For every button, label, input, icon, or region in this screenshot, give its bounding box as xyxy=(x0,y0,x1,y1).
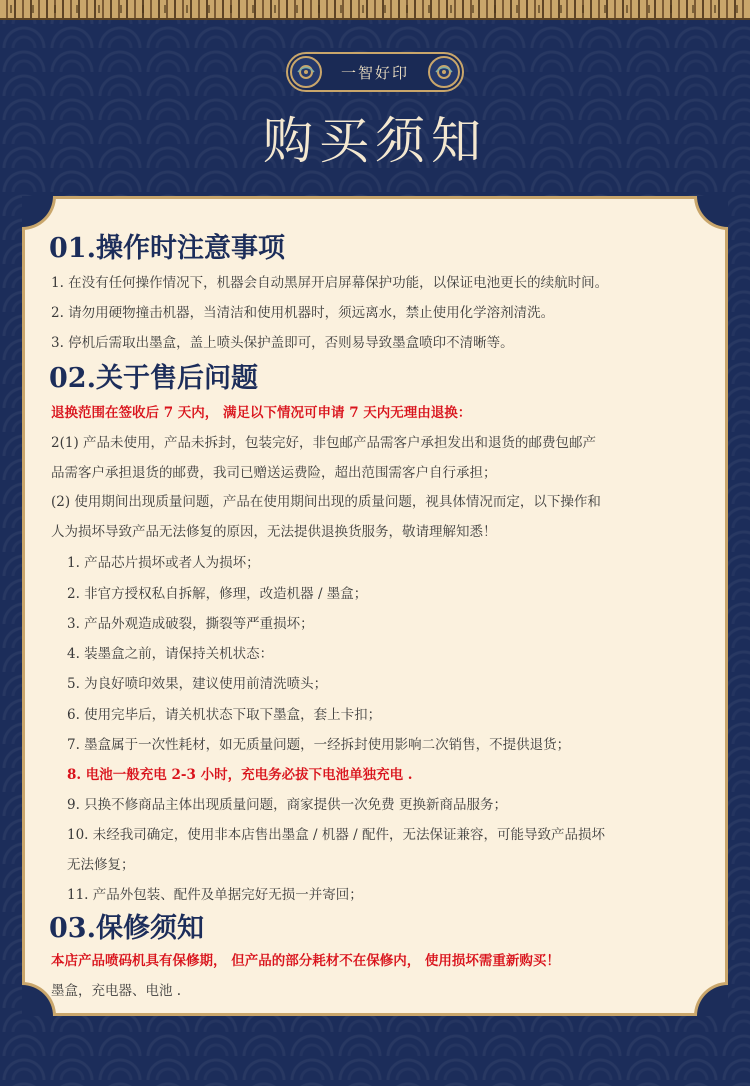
policy-paragraph: 2(1) 产品未使用，产品未拆封，包装完好，非包邮产品需客户承担发出和退货的邮费包邮产 xyxy=(51,435,597,451)
operation-note: 3. 停机后需取出墨盒，盖上喷头保护盖即可，否则易导致墨盒喷印不清晰等。 xyxy=(51,335,514,351)
list-item: 2. 非官方授权私自拆解，修理，改造机器 / 墨盒； xyxy=(67,586,368,602)
list-item: 10. 未经我司确定，使用非本店售出墨盒 / 机器 / 配件，无法保证兼容，可能导致产品损坏 xyxy=(67,827,606,843)
warranty-highlight: 本店产品喷码机具有保修期， 但产品的部分耗材不在保修内， 使用损坏需重新购买！ xyxy=(51,953,560,969)
section-title-after-sales: 02.关于售后问题 xyxy=(49,363,258,394)
card-corner xyxy=(694,982,728,1016)
list-item: 1. 产品芯片损坏或者人为损坏； xyxy=(67,555,260,571)
policy-paragraph: 品需客户承担退货的邮费，我司已赠送运费险，超出范围需客户自行承担； xyxy=(51,465,497,481)
list-item: 3. 产品外观造成破裂，撕裂等严重损坏； xyxy=(67,616,314,632)
list-item: 4. 装墨盒之前，请保持关机状态： xyxy=(67,646,274,662)
list-item-battery-warning: 8. 电池一般充电 2-3 小时，充电务必拔下电池单独充电 . xyxy=(67,767,413,783)
list-item: 11. 产品外包装、配件及单据完好无损一并寄回； xyxy=(67,887,363,903)
brand-name: 一智好印 xyxy=(340,63,409,82)
policy-paragraph: (2) 使用期间出现质量问题，产品在使用期间出现的质量问题，视具体情况而定，以下操作和 xyxy=(51,494,601,510)
card-corner xyxy=(22,196,56,230)
page-title: 购买须知 xyxy=(263,112,487,170)
notice-card xyxy=(22,196,728,1016)
cloud-ornament-icon xyxy=(290,56,322,88)
cloud-ornament-icon xyxy=(428,56,460,88)
list-item: 7. 墨盒属于一次性耗材，如无质量问题，一经拆封使用影响二次销售，不提供退货； xyxy=(67,737,571,753)
list-item: 5. 为良好喷印效果，建议使用前清洗喷头； xyxy=(67,676,328,692)
return-policy-highlight: 退换范围在签收后 7 天内， 满足以下情况可申请 7 天内无理由退换： xyxy=(51,405,472,421)
policy-paragraph: 人为损坏导致产品无法修复的原因，无法提供退换货服务，敬请理解知悉！ xyxy=(51,524,497,540)
section-title-warranty: 03.保修须知 xyxy=(49,913,204,944)
list-item-continued: 无法修复； xyxy=(67,857,135,873)
brand-badge xyxy=(286,52,464,92)
list-item: 9. 只换不修商品主体出现质量问题，商家提供一次免费 更换新商品服务； xyxy=(67,797,507,813)
card-corner xyxy=(694,196,728,230)
section-title-operation: 01.操作时注意事项 xyxy=(49,233,285,264)
warranty-excluded-items: 墨盒，充电器、电池 . xyxy=(51,983,182,999)
operation-note: 1. 在没有任何操作情况下，机器会自动黑屏开启屏幕保护功能，以保证电池更长的续航时间。 xyxy=(51,275,609,291)
list-item: 6. 使用完毕后，请关机状态下取下墨盒，套上卡扣； xyxy=(67,707,382,723)
operation-note: 2. 请勿用硬物撞击机器，当清洁和使用机器时，须远离水，禁止使用化学溶剂清洗。 xyxy=(51,305,555,321)
top-decorative-border xyxy=(0,0,750,20)
